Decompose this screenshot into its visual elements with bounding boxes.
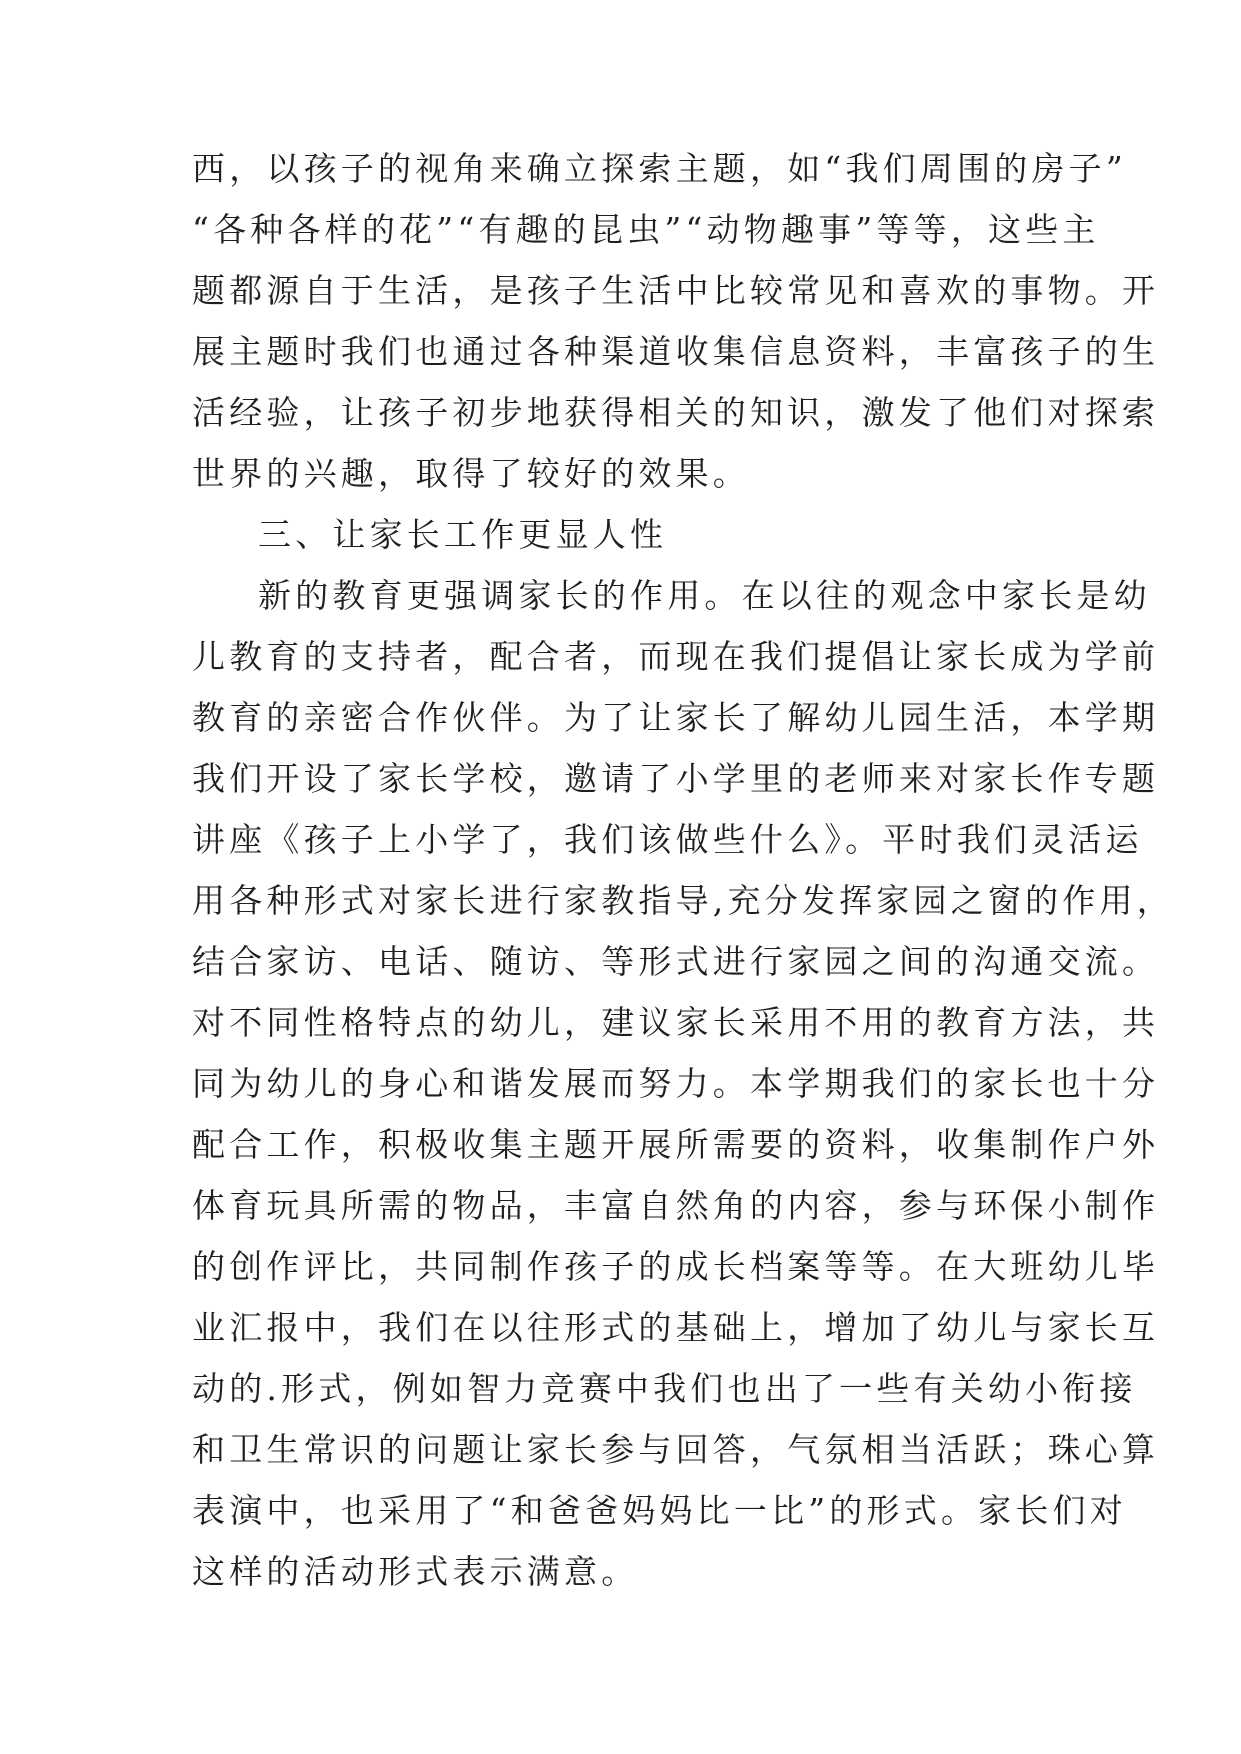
text-line: 活经验，让孩子初步地获得相关的知识，激发了他们对探索 [192, 393, 1160, 432]
text-line: 表演中，也采用了“和爸爸妈妈比一比”的形式。家长们对 [192, 1491, 1127, 1530]
paragraph-continued [192, 138, 1160, 504]
text-line: 的创作评比，共同制作孩子的成长档案等等。在大班幼儿毕 [192, 1247, 1160, 1286]
text-line: 配合工作，积极收集主题开展所需要的资料，收集制作户外 [192, 1125, 1160, 1164]
text-line: 世界的兴趣，取得了较好的效果。 [192, 454, 750, 493]
text-line: 体育玩具所需的物品，丰富自然角的内容，参与环保小制作 [192, 1186, 1160, 1225]
text-line: 同为幼儿的身心和谐发展而努力。本学期我们的家长也十分 [192, 1064, 1160, 1103]
text-line: 新的教育更强调家长的作用。在以往的观念中家长是幼 [258, 576, 1151, 615]
text-line: 用各种形式对家长进行家教指导,充分发挥家园之窗的作用， [192, 881, 1174, 920]
text-line: 业汇报中，我们在以往形式的基础上，增加了幼儿与家长互 [192, 1308, 1160, 1347]
text-line: 我们开设了家长学校，邀请了小学里的老师来对家长作专题 [192, 759, 1160, 798]
text-line: 结合家访、电话、随访、等形式进行家园之间的沟通交流。 [192, 942, 1160, 981]
text-line: 对不同性格特点的幼儿，建议家长采用不用的教育方法，共 [192, 1003, 1160, 1042]
text-line: “各种各样的花”“有趣的昆虫”“动物趣事”等等，这些主 [192, 210, 1100, 249]
text-line: 这样的活动形式表示满意。 [192, 1552, 639, 1591]
document-body [192, 138, 1174, 1602]
text-line: 西，以孩子的视角来确立探索主题，如“我们周围的房子” [192, 149, 1127, 188]
text-line: 儿教育的支持者，配合者，而现在我们提倡让家长成为学前 [192, 637, 1160, 676]
text-line: 展主题时我们也通过各种渠道收集信息资料，丰富孩子的生 [192, 332, 1160, 371]
text-line: 教育的亲密合作伙伴。为了让家长了解幼儿园生活，本学期 [192, 698, 1160, 737]
text-line: 和卫生常识的问题让家长参与回答，气氛相当活跃；珠心算 [192, 1430, 1160, 1469]
text-line: 题都源自于生活，是孩子生活中比较常见和喜欢的事物。开 [192, 271, 1160, 310]
text-line: 讲座《孩子上小学了，我们该做些什么》。平时我们灵活运 [192, 820, 1143, 859]
paragraph-parent-work [192, 565, 1174, 1602]
section-heading: 三、让家长工作更显人性 [258, 515, 668, 554]
text-line: 动的.形式，例如智力竞赛中我们也出了一些有关幼小衔接 [192, 1369, 1137, 1408]
